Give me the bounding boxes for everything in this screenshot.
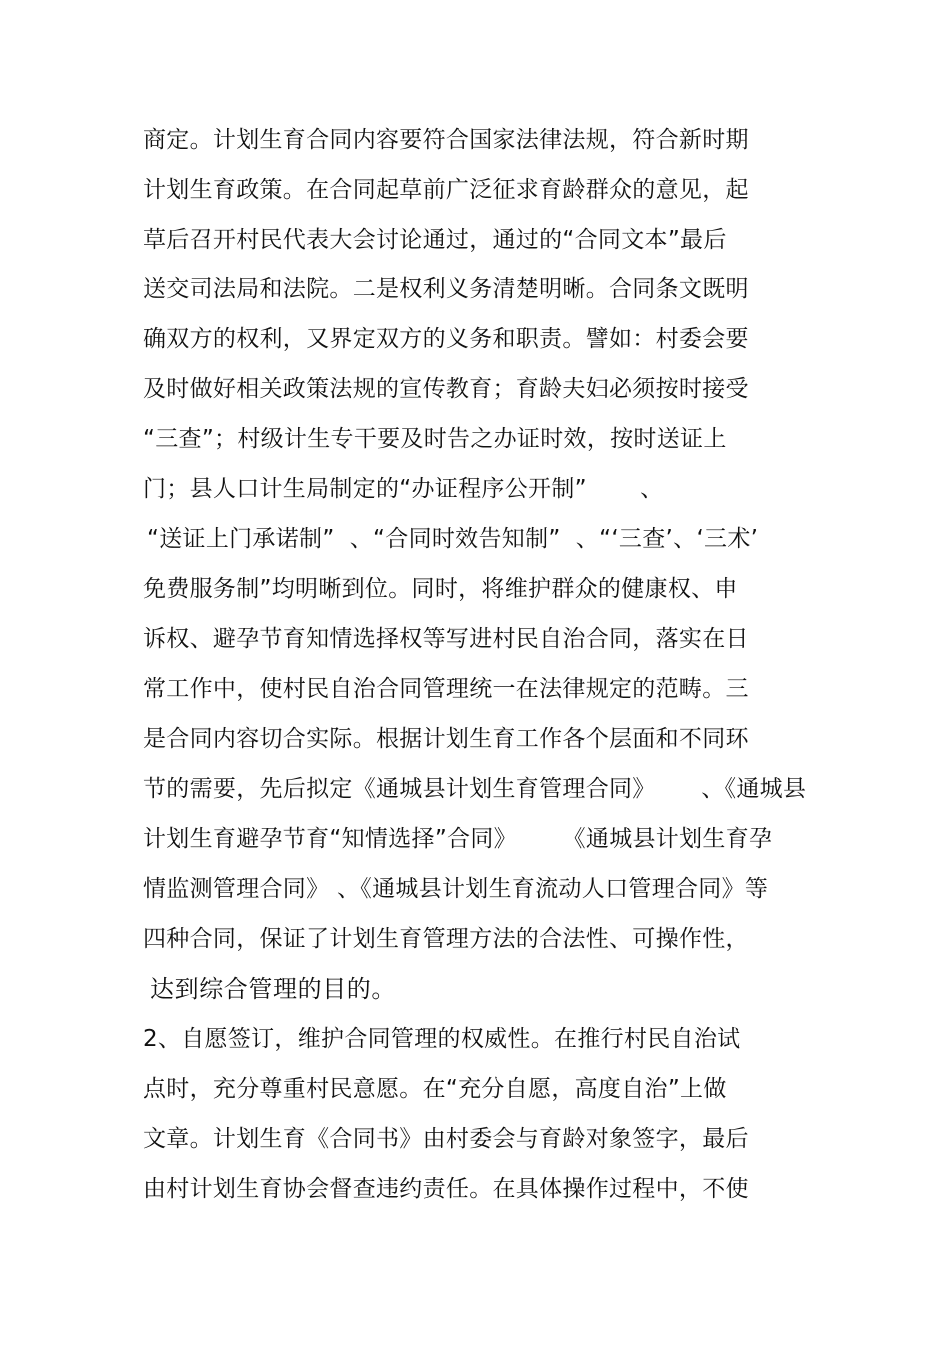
- text-line: 情监测管理合同》 、《通城县计划生育流动人口管理合同》等: [143, 876, 769, 902]
- text-line: “送证上门承诺制” 、“合同时效告知制” 、“‘三查’、‘三术’: [147, 526, 759, 552]
- text-line: 达到综合管理的目的。: [150, 975, 396, 1003]
- text-line: 免费服务制”均明晰到位。同时，将维护群众的健康权、申: [143, 576, 738, 602]
- text-line: 2、自愿签订，维护合同管理的权威性。在推行村民自治试: [143, 1026, 741, 1052]
- text-line: 文章。计划生育《合同书》由村委会与育龄对象签字，最后: [143, 1126, 749, 1152]
- text-line: 计划生育避孕节育“知情选择”合同》 《通城县计划生育孕: [143, 826, 773, 852]
- text-line: 点时，充分尊重村民意愿。在“充分自愿，高度自治”上做: [143, 1076, 727, 1102]
- text-line: “三查”；村级计生专干要及时告之办证时效，按时送证上: [143, 426, 727, 452]
- text-line: 商定。计划生育合同内容要符合国家法律法规，符合新时期: [143, 127, 749, 153]
- text-line: 计划生育政策。在合同起草前广泛征求育龄群众的意见，起: [143, 177, 749, 203]
- text-line: 送交司法局和法院。二是权利义务清楚明晰。合同条文既明: [143, 276, 749, 302]
- text-line: 草后召开村民代表大会讨论通过，通过的“合同文本”最后: [143, 227, 727, 253]
- text-line: 及时做好相关政策法规的宣传教育；育龄夫妇必须按时接受: [143, 376, 749, 402]
- text-line: 是合同内容切合实际。根据计划生育工作各个层面和不同环: [143, 726, 749, 752]
- text-line: 节的需要，先后拟定《通城县计划生育管理合同》 、《通城县: [143, 776, 807, 802]
- text-line: 确双方的权利，又界定双方的义务和职责。譬如：村委会要: [143, 326, 749, 352]
- text-line: 由村计划生育协会督查违约责任。在具体操作过程中，不使: [143, 1176, 749, 1202]
- text-line: 常工作中，使村民自治合同管理统一在法律规定的范畴。三: [143, 676, 749, 702]
- text-line: 四种合同，保证了计划生育管理方法的合法性、可操作性，: [143, 926, 749, 952]
- text-line: 门；县人口计生局制定的“办证程序公开制” 、: [143, 476, 664, 502]
- text-line: 诉权、避孕节育知情选择权等写进村民自治合同，落实在日: [143, 626, 749, 652]
